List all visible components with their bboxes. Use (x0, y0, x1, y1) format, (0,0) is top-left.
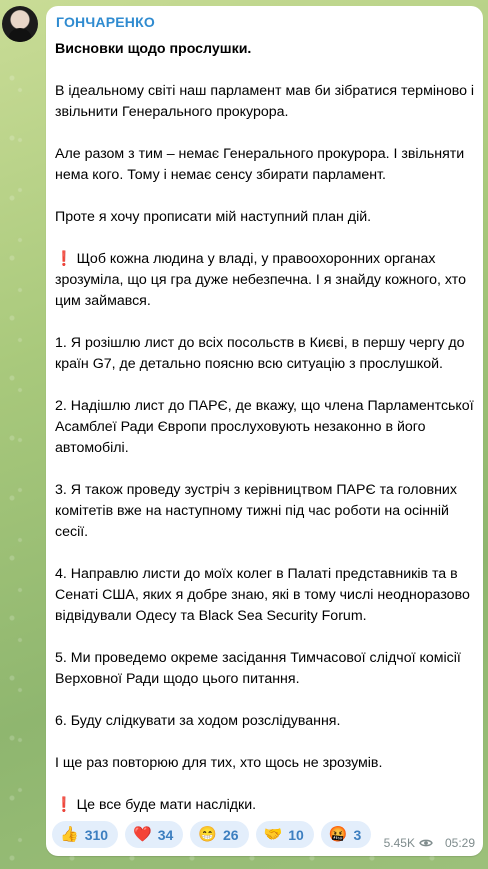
reaction-angry[interactable] (321, 821, 371, 848)
message-meta (384, 836, 475, 850)
message-paragraph: 6. Буду слідкувати за ходом розслідування. (55, 713, 341, 729)
message-title: Висновки щодо прослушки. (55, 41, 252, 57)
message-paragraph: Проте я хочу прописати мій наступний план дій. (55, 209, 372, 225)
avatar-silhouette (8, 28, 32, 42)
eye-icon (419, 838, 433, 848)
message-paragraph: 2. Надішлю лист до ПАРЄ, де вкажу, що члена Парламентської Асамблеї Ради Європи прослуховують незаконно в його автомобілі. (55, 398, 474, 456)
reaction-count: 3 (353, 826, 362, 843)
reaction-count: 10 (288, 826, 304, 843)
handshake-icon: 🤝 (263, 826, 283, 843)
reaction-heart[interactable] (125, 821, 183, 848)
exclamation-icon: ❗ (55, 797, 73, 813)
reaction-handshake[interactable] (256, 821, 314, 848)
paragraph-text: Щоб кожна людина у владі, у правоохоронних органах зрозуміла, що ця гра дуже небезпечна. І я знайду кожного, хто цим займався. (55, 251, 467, 309)
reaction-count: 310 (84, 826, 109, 843)
message-paragraph: І ще раз повторюю для тих, хто щось не зрозумів. (55, 755, 383, 771)
angry-face-icon: 🤬 (328, 826, 348, 843)
message-paragraph: Але разом з тим – немає Генерального прокурора. І звільняти нема кого. Тому і немає сенсу збирати парламент. (55, 146, 465, 183)
message-bubble[interactable] (46, 6, 483, 856)
reaction-grin[interactable] (190, 821, 248, 848)
reaction-count: 26 (223, 826, 239, 843)
message-author[interactable]: ГОНЧАРЕНКО (56, 14, 155, 30)
message-paragraph (55, 249, 476, 312)
reactions-bar (52, 821, 371, 848)
exclamation-icon: ❗ (55, 251, 73, 267)
message-paragraph: 1. Я розішлю лист до всіх посольств в Києві, в першу чергу до країн G7, де детально поясню всю ситуацію з прослушкой. (55, 335, 465, 372)
reaction-count: 34 (157, 826, 174, 843)
message-paragraph: В ідеальному світі наш парламент мав би зібратися терміново і звільнити Генерального прокурора. (55, 83, 475, 120)
message-paragraph: 4. Направлю листи до моїх колег в Палаті представників та в Сенаті США, яких я добре знаю, які в тому числі неодноразово відвідували Одесу та Black Sea Security Forum. (55, 566, 470, 624)
grin-icon: 😁 (198, 826, 217, 843)
message-paragraph: 3. Я також проведу зустріч з керівництвом ПАРЄ та головних комітетів вже на наступному тижні під час роботи на осінній сесії. (55, 482, 457, 540)
message-time: 05:29 (444, 836, 475, 850)
thumbs-up-icon: 👍 (60, 826, 79, 843)
message-paragraph: 5. Ми проведемо окреме засідання Тимчасової слідчої комісії Верховної Ради щодо цього питання. (55, 650, 461, 687)
channel-avatar[interactable] (2, 6, 38, 42)
reaction-thumbs-up[interactable] (52, 821, 118, 848)
paragraph-text: Це все буде мати наслідки. (76, 797, 257, 813)
message-text (55, 39, 476, 837)
message-paragraph (55, 795, 476, 816)
view-count: 5.45K (383, 836, 415, 850)
heart-icon: ❤️ (133, 826, 152, 843)
